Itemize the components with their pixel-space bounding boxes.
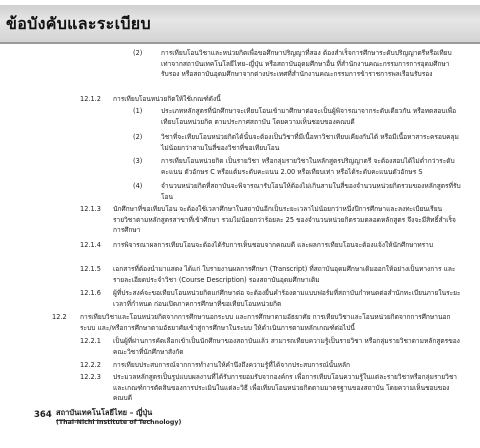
item-text: ประเภทหลักสูตรที่นักศึกษาจะเทียบโอนเข้ามาศึกษาต่อจะเป็นผู้พิจารณาจากระดับเดียวกัน หรือทดสอบเพื่อเทียบโอนหน่วยกิต ตามประกาศสถาบัน โดยความเห็นชอบของคณบดี [161, 107, 457, 126]
page-title: ข้อบังคับและระเบียบ [6, 14, 151, 33]
item-text: การเทียบโอนหน่วยกิตให้ใช้เกณฑ์ดังนี้ [113, 95, 221, 103]
item-text: วิชาที่จะเทียบโอนหน่วยกิตได้นั้นจะต้องเป็นวิชาที่มีเนื้อหาวิชาเทียบเคียงกันได้ หรือมีเนื้อหาสาระครอบคลุมไม่น้อยกว่าสามในสี่ของวิชาที่ขอเทียบโอน [161, 133, 459, 152]
item-text: นักศึกษาที่ขอเทียบโอน จะต้องใช้เวลาศึกษาในสถาบันอีกเป็นระยะเวลาไม่น้อยกว่าหนึ่งปีการศึกษาและลงทะเบียนเรียนรายวิชาตามหลักสูตรสาขาที่เข้าศึกษา รวมไม่น้อยกว่าร้อยละ 25 ของจำนวนหน่วยกิตรวมตลอดหลักสูตร จึงจะมีสิทธิ์สำเร็จการศึกษา [113, 205, 456, 235]
item-number: (4) [133, 182, 143, 190]
page-footer [0, 404, 480, 448]
item-number: 12.1.6 [80, 289, 101, 297]
item-number: 12.2.3 [80, 373, 101, 381]
item-number: (1) [133, 107, 143, 115]
item-number: 12.1.3 [80, 205, 101, 213]
item-text: ประมวลหลักสูตรเป็นรูปแบบผลงานที่ได้รับการยอมรับจากองค์กร เพื่อการเทียบโอนความรู้ในแต่ละรายวิชาหรือกลุ่มรายวิชาและเกณฑ์การตัดสินของการประเมินในแต่ละวิธี เพื่อเทียบโอนหน่วยกิตตามมาตรฐานของสถาบัน โดยความเห็นชอบของคณบดี [113, 373, 458, 403]
item-text: การเทียบประสบการณ์จากการทำงานให้คำนึงถึงความรู้ที่ได้จากประสบการณ์นั้นหลัก [113, 361, 351, 369]
item-number: (3) [133, 157, 143, 165]
item-text: การเทียบวิชาและโอนหน่วยกิตจากการศึกษานอกระบบ และการศึกษาตามอัธยาศัย การเทียบวิชาและโอนหน่วยกิตจากการศึกษานอกระบบ และ/หรือการศึกษาตามอัธยาศัยเข้าสู่การศึกษาในระบบ ให้ดำเนินการตามหลักเกณฑ์ต่อไปนี้ [80, 313, 451, 332]
item-number: (2) [133, 49, 143, 57]
item-text: การเทียบโอนหน่วยกิต เป็นรายวิชา หรือกลุ่มรายวิชาในหลักสูตรปริญญาตรี จะต้องสอบได้ไม่ต่ำกว่าระดับคะแนน ตัวอักษร C หรือแต้มระดับคะแนน 2.00 หรือเทียบเท่า หรือได้ระดับคะแนนตัวอักษร S [161, 157, 455, 176]
item-text: จำนวนหน่วยกิตที่สถาบันจะพิจารณารับโอนให้ต้องไม่เกินสามในสี่ของจำนวนหน่วยกิตรวมของหลักสูตรที่รับโอน [161, 182, 461, 201]
item-number: 12.1.2 [80, 95, 101, 103]
item-number: 12.2.2 [80, 361, 101, 369]
page-header [0, 0, 480, 44]
item-text: การเทียบโอนวิชาและหน่วยกิตเพื่อขอศึกษาปริญญาที่สอง ต้องสำเร็จการศึกษาระดับปริญญาตรีหรือเทียบเท่าจากสถาบันเทคโนโลยีไทย–ญี่ปุ่น หรือสถาบันอุดมศึกษาอื่น ที่สำนักงานคณะกรรมการการอุดมศึกษารับรอง หรือสถาบันอุดมศึกษาจากต่างประเทศที่สำนักงานคณะกรรมการข้าราชการพลเรือนรับรอง [161, 49, 452, 79]
item-number: 12.1.4 [80, 241, 101, 249]
header-divider [0, 42, 480, 44]
item-text: การพิจารณาผลการเทียบโอนจะต้องได้รับการเห็นชอบจากคณบดี และผลการเทียบโอนจะต้องแจ้งให้นักศึกษาทราบ [113, 241, 434, 249]
institute-name-th: สถาบันเทคโนโลยีไทย – ญี่ปุ่น [56, 407, 152, 421]
item-number: 12.1.5 [80, 265, 101, 273]
item-number: (2) [133, 133, 143, 141]
item-number: 12.2.1 [80, 337, 101, 345]
page-number: 364 [34, 410, 52, 420]
institute-name-en: (Thai-Nichi Institute of Technology) [56, 419, 182, 426]
item-number: 12.2 [52, 313, 67, 321]
item-text: เป็นผู้ที่ผ่านการคัดเลือกเข้าเป็นนักศึกษาของสถาบันแล้ว สามารถเทียบความรู้เป็นรายวิชา หรือกลุ่มรายวิชาตามหลักสูตรของคณะวิชาที่นักศึกษาสังกัด [113, 337, 460, 356]
item-text: ผู้ที่ประสงค์จะขอเทียบโอนหน่วยกิตแก่ศึกษาต่อ จะต้องยื่นคำร้องตามแบบฟอร์มที่สถาบันกำหนดต่อสำนักทะเบียนภายในระยะเวลาที่กำหนด ก่อนเปิดภาคการศึกษาที่ขอเทียบโอนหน่วยกิต [113, 289, 461, 308]
item-text: เอกสารที่ต้องนำมาแสดง ได้แก่ ใบรายงานผลการศึกษา (Transcript) ที่สถาบันอุดมศึกษาเดิมออกให้อย่างเป็นทางการ และรายละเอียดประจำวิชา (Course Description) รองสถาบันอุดมศึกษาเดิม [113, 265, 456, 284]
